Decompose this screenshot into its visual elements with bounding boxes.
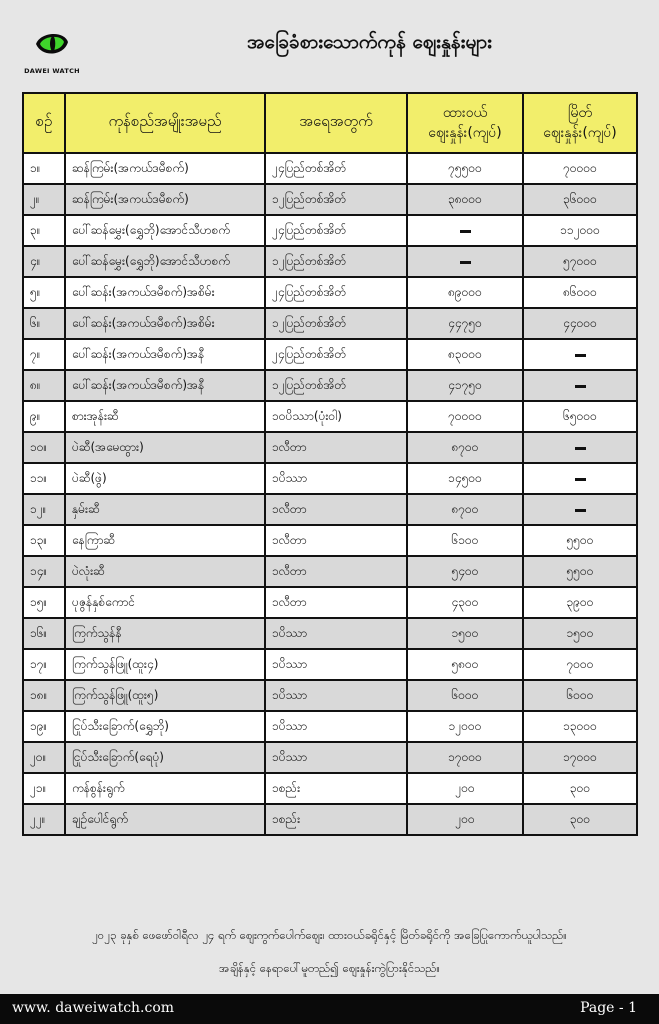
myeik-price: ၁၁၂၀၀၀ <box>523 215 637 246</box>
table-row <box>23 680 637 711</box>
item-name: ပဲဆီ(ဖွဲ) <box>65 463 265 494</box>
myeik-price: ၃၉၀၀ <box>523 587 637 618</box>
item-name: နေကြာဆီ <box>65 525 265 556</box>
table-row <box>23 153 637 184</box>
header-myeik-line1: မြိတ် <box>568 105 592 121</box>
dawei-price: ၆၀၀၀ <box>407 680 523 711</box>
dawei-price <box>407 246 523 277</box>
myeik-price <box>523 339 637 370</box>
item-name: ကြက်သွန်ဖြူ(ထူး၄) <box>65 649 265 680</box>
dawei-price: ၁၂၀၀၀ <box>407 711 523 742</box>
dawei-price: ၂၀၀ <box>407 804 523 835</box>
footer-page-number: Page - 1 <box>580 1000 637 1016</box>
header-item: ကုန်စည်အမျိုးအမည် <box>65 93 265 153</box>
table-row <box>23 308 637 339</box>
header-dawei-price <box>407 93 523 153</box>
dawei-price: ၄၃၀၀ <box>407 587 523 618</box>
item-unit: ၂၄ပြည်တစ်အိတ် <box>265 153 407 184</box>
table-row <box>23 215 637 246</box>
brand-logo <box>22 22 82 78</box>
dawei-price: ၁၇၀၀၀ <box>407 742 523 773</box>
not-available-dash <box>575 509 586 512</box>
row-number: ၇။ <box>23 339 65 370</box>
table-row <box>23 773 637 804</box>
price-table <box>22 92 638 836</box>
item-unit: ၁စည်း <box>265 804 407 835</box>
dawei-price: ၅၈၀၀ <box>407 649 523 680</box>
date-note: ၂၀၂၃ ခုနှစ် ဖေဖော်ဝါရီလ ၂၄ ရက် ဈေးကွက်ပေါက်ဈေး၊ ထားဝယ်ခရိုင်နှင့် မြိတ်ခရိုင်ကို အခြေပြုကောက်ယူပါသည်။ <box>92 928 567 942</box>
myeik-price: ၆၅၀၀၀ <box>523 401 637 432</box>
item-unit: ၁ပိဿာ <box>265 711 407 742</box>
row-number: ၅။ <box>23 277 65 308</box>
myeik-price: ၁၅၀၀ <box>523 618 637 649</box>
item-name: ပေါ်ဆန်း(အကယ်ဒမီစက်)အစိမ်း <box>65 308 265 339</box>
item-unit: ၂၄ပြည်တစ်အိတ် <box>265 215 407 246</box>
dawei-price: ၁၅၀၀ <box>407 618 523 649</box>
myeik-price: ၁၇၀၀၀ <box>523 742 637 773</box>
cat-eye-icon <box>34 26 70 62</box>
dawei-price: ၁၄၅၀၀ <box>407 463 523 494</box>
dawei-price <box>407 215 523 246</box>
dawei-price: ၈၇၀၀ <box>407 432 523 463</box>
table-header-row <box>23 93 637 153</box>
row-number: ၁၈။ <box>23 680 65 711</box>
item-unit: ၁၀ပိဿာ(ပုံးဝါ) <box>265 401 407 432</box>
item-name: နှမ်းဆီ <box>65 494 265 525</box>
item-name: ပေါ်ဆန်း(အကယ်ဒမီစက်)အနီ <box>65 370 265 401</box>
row-number: ၂၀။ <box>23 742 65 773</box>
item-unit: ၁စည်း <box>265 773 407 804</box>
item-name: ချဉ်ပေါင်ရွက် <box>65 804 265 835</box>
item-unit: ၁ပိဿာ <box>265 649 407 680</box>
myeik-price <box>523 370 637 401</box>
table-row <box>23 184 637 215</box>
item-unit: ၁၂ပြည်တစ်အိတ် <box>265 308 407 339</box>
header-unit: အရေအတွက် <box>265 93 407 153</box>
myeik-price: ၇၀၀၀ <box>523 649 637 680</box>
brand-name: DAWEI WATCH <box>24 67 80 75</box>
row-number: ၁၉။ <box>23 711 65 742</box>
header-myeik-price <box>523 93 637 153</box>
dawei-price: ၇၅၅၀၀ <box>407 153 523 184</box>
item-unit: ၁ပိဿာ <box>265 680 407 711</box>
row-number: ၈။ <box>23 370 65 401</box>
myeik-price: ၅၇၀၀၀ <box>523 246 637 277</box>
item-name: ကြက်သွန်ဖြူ(ထူး၅) <box>65 680 265 711</box>
dawei-price: ၃၈၀၀၀ <box>407 184 523 215</box>
item-unit: ၁လီတာ <box>265 556 407 587</box>
item-unit: ၁ပိဿာ <box>265 618 407 649</box>
table-row <box>23 556 637 587</box>
row-number: ၁၂။ <box>23 494 65 525</box>
row-number: ၁၆။ <box>23 618 65 649</box>
myeik-price: ၈၆၀၀၀ <box>523 277 637 308</box>
item-unit: ၁လီတာ <box>265 525 407 556</box>
row-number: ၁၄။ <box>23 556 65 587</box>
table-row <box>23 494 637 525</box>
myeik-price <box>523 494 637 525</box>
myeik-price: ၄၄၀၀၀ <box>523 308 637 339</box>
not-available-dash <box>575 354 586 357</box>
myeik-price: ၃၆၀၀၀ <box>523 184 637 215</box>
dawei-price: ၆၁၀၀ <box>407 525 523 556</box>
header-dawei-line1: ထားဝယ် <box>442 105 488 121</box>
row-number: ၂၂။ <box>23 804 65 835</box>
row-number: ၃။ <box>23 215 65 246</box>
header-myeik-line2: ဈေးနှုန်း(ကျပ်) <box>543 125 617 141</box>
myeik-price: ၁၃၀၀၀ <box>523 711 637 742</box>
table-row <box>23 587 637 618</box>
myeik-price: ၅၅၀၀ <box>523 556 637 587</box>
row-number: ၁။ <box>23 153 65 184</box>
row-number: ၉။ <box>23 401 65 432</box>
price-table-container <box>22 92 636 836</box>
header-no: စဉ် <box>23 93 65 153</box>
myeik-price: ၇၀၀၀၀ <box>523 153 637 184</box>
item-unit: ၂၄ပြည်တစ်အိတ် <box>265 339 407 370</box>
item-name: ငြုပ်သီးခြောက်(ရေပုံ) <box>65 742 265 773</box>
item-unit: ၁လီတာ <box>265 587 407 618</box>
row-number: ၁၇။ <box>23 649 65 680</box>
row-number: ၁၀။ <box>23 432 65 463</box>
item-name: ကန်စွန်းရွက် <box>65 773 265 804</box>
row-number: ၁၅။ <box>23 587 65 618</box>
dawei-price: ၅၄၀၀ <box>407 556 523 587</box>
item-unit: ၁၂ပြည်တစ်အိတ် <box>265 370 407 401</box>
myeik-price <box>523 432 637 463</box>
row-number: ၂၁။ <box>23 773 65 804</box>
table-row <box>23 401 637 432</box>
myeik-price: ၃၀၀ <box>523 773 637 804</box>
item-name: ပေါ်ဆန်း(အကယ်ဒမီစက်)အနီ <box>65 339 265 370</box>
footer-bar <box>0 994 659 1024</box>
table-row <box>23 339 637 370</box>
item-unit: ၂၄ပြည်တစ်အိတ် <box>265 277 407 308</box>
footer-website: www. daweiwatch.com <box>12 1000 175 1016</box>
table-row <box>23 742 637 773</box>
dawei-price: ၈၇၀၀ <box>407 494 523 525</box>
item-name: ပဲလုံးဆီ <box>65 556 265 587</box>
item-unit: ၁လီတာ <box>265 494 407 525</box>
myeik-price: ၅၅၀၀ <box>523 525 637 556</box>
item-unit: ၁၂ပြည်တစ်အိတ် <box>265 184 407 215</box>
table-row <box>23 804 637 835</box>
item-unit: ၁၂ပြည်တစ်အိတ် <box>265 246 407 277</box>
item-name: ပေါ်ဆန်း(အကယ်ဒမီစက်)အစိမ်း <box>65 277 265 308</box>
header-dawei-line2: ဈေးနှုန်း(ကျပ်) <box>428 125 502 141</box>
not-available-dash <box>460 261 471 264</box>
item-name: ဆန်ကြမ်း(အကယ်ဒမီစက်) <box>65 153 265 184</box>
row-number: ၄။ <box>23 246 65 277</box>
item-name: စားအုန်းဆီ <box>65 401 265 432</box>
item-name: ပေါ်ဆန်မွှေး(ရွှေဘို)အောင်သီဟစက် <box>65 215 265 246</box>
item-unit: ၁ပိဿာ <box>265 742 407 773</box>
dawei-price: ၈၉၀၀၀ <box>407 277 523 308</box>
table-row <box>23 277 637 308</box>
table-row <box>23 463 637 494</box>
table-row <box>23 711 637 742</box>
dawei-price: ၈၃၀၀၀ <box>407 339 523 370</box>
myeik-price: ၃၀၀ <box>523 804 637 835</box>
row-number: ၁၃။ <box>23 525 65 556</box>
table-row <box>23 432 637 463</box>
table-row <box>23 246 637 277</box>
table-body <box>23 153 637 835</box>
row-number: ၂။ <box>23 184 65 215</box>
row-number: ၁၁။ <box>23 463 65 494</box>
not-available-dash <box>575 478 586 481</box>
table-row <box>23 525 637 556</box>
item-name: ပုဇွန်နှစ်ကောင် <box>65 587 265 618</box>
table-row <box>23 618 637 649</box>
item-name: ပေါ်ဆန်မွှေး(ရွှေဘို)အောင်သီဟစက် <box>65 246 265 277</box>
table-row <box>23 649 637 680</box>
dawei-price: ၄၄၇၅၀ <box>407 308 523 339</box>
not-available-dash <box>575 385 586 388</box>
table-row <box>23 370 637 401</box>
item-name: ဆန်ကြမ်း(အကယ်ဒမီစက်) <box>65 184 265 215</box>
item-unit: ၁လီတာ <box>265 432 407 463</box>
item-name: ကြက်သွန်နီ <box>65 618 265 649</box>
dawei-price: ၇၀၀၀၀ <box>407 401 523 432</box>
not-available-dash <box>575 447 586 450</box>
dawei-price: ၄၁၇၅၀ <box>407 370 523 401</box>
disclaimer-note: အချိန်နှင့် နေရာပေါ်မူတည်၍ ဈေးနှုန်းကွဲပြားနိုင်သည်။ <box>219 961 440 975</box>
item-name: ပဲဆီ(အမေထွား) <box>65 432 265 463</box>
row-number: ၆။ <box>23 308 65 339</box>
not-available-dash <box>460 230 471 233</box>
page-title: အခြေခံစားသောက်ကုန် ဈေးနှုန်းများ <box>247 31 492 53</box>
myeik-price <box>523 463 637 494</box>
item-unit: ၁ပိဿာ <box>265 463 407 494</box>
dawei-price: ၂၀၀ <box>407 773 523 804</box>
myeik-price: ၆၀၀၀ <box>523 680 637 711</box>
item-name: ငြုပ်သီးခြောက်(ရွှေဘို) <box>65 711 265 742</box>
